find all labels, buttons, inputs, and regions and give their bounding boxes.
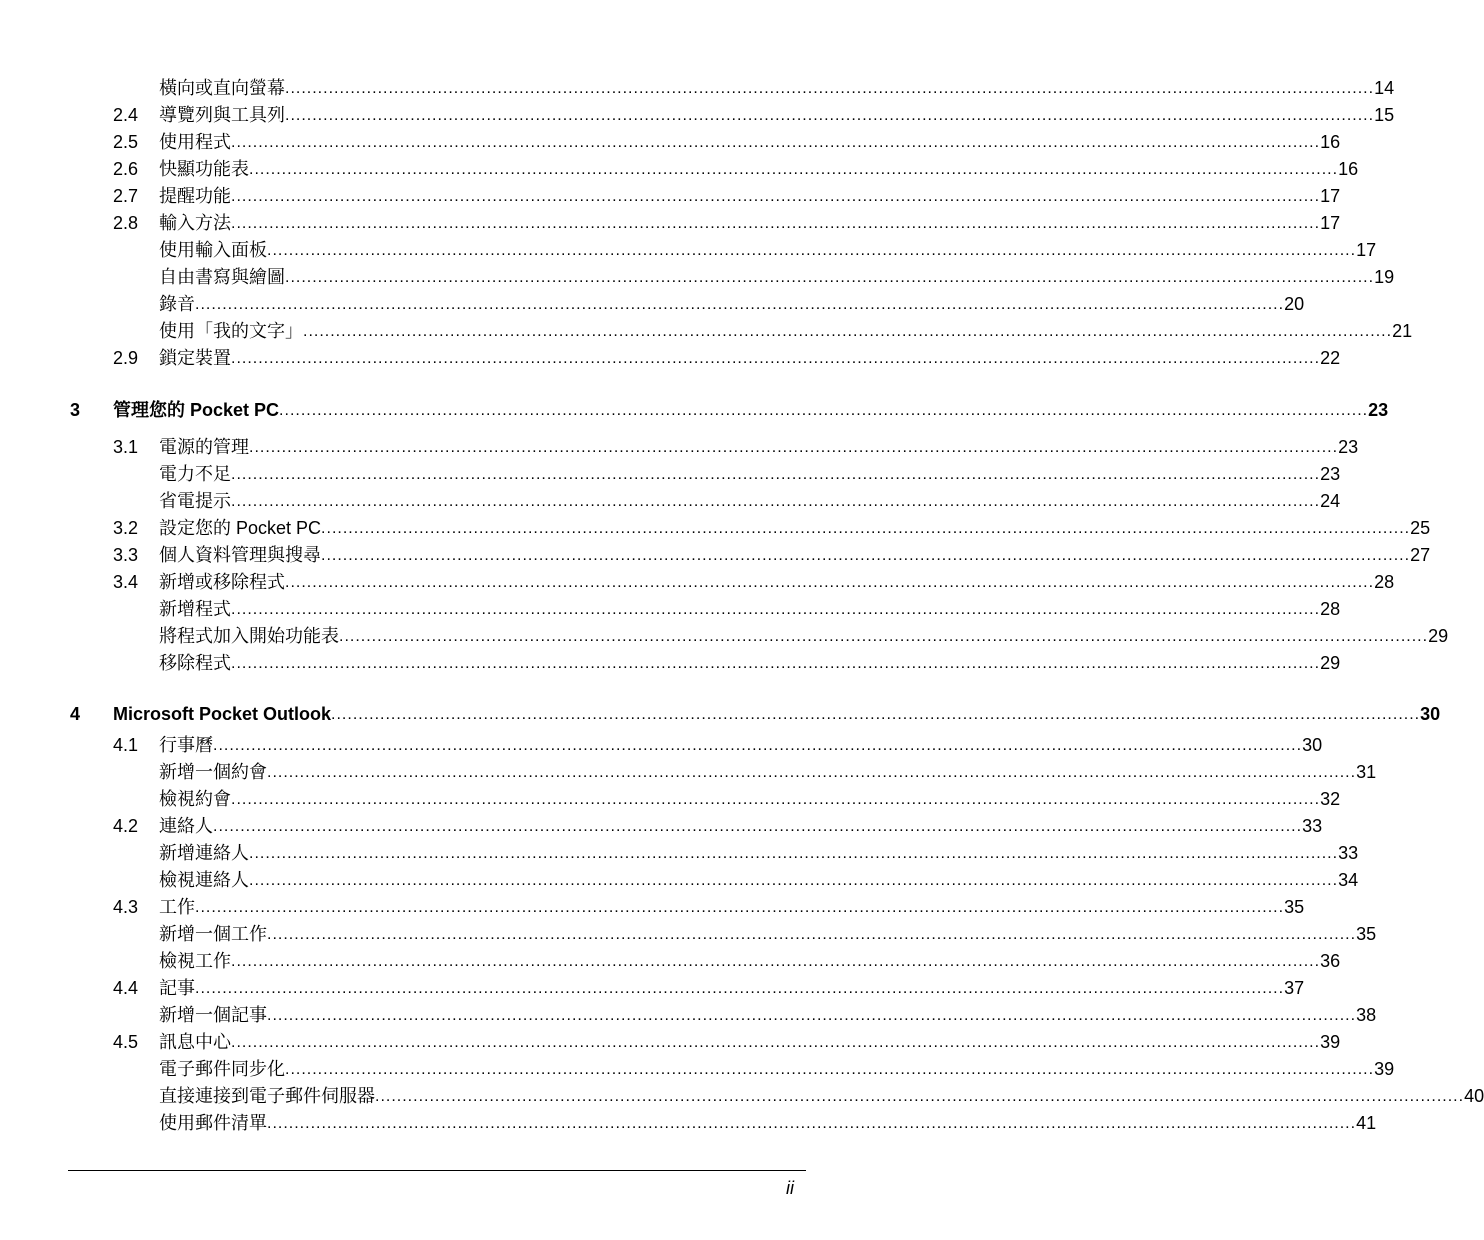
- section-title: 檢視連絡人: [159, 870, 249, 890]
- section-title: 連絡人: [159, 816, 213, 836]
- dot-leader: ........................................................................................................................................................................................................: [285, 1061, 1375, 1078]
- toc-entry[interactable]: [113, 569, 1395, 596]
- section-number: 3.2: [113, 518, 139, 538]
- section-title: 使用郵件清單: [159, 1113, 267, 1133]
- dot-leader: ........................................................................................................................................................................................................: [231, 134, 1321, 151]
- page-number: 23: [1368, 400, 1389, 420]
- section-number: 2.7: [113, 186, 139, 206]
- section-title: 自由書寫與繪圖: [159, 267, 285, 287]
- section-title: 訊息中心: [159, 1032, 231, 1052]
- dot-leader: ........................................................................................................................................................................................................: [249, 845, 1339, 862]
- toc-entry[interactable]: [113, 921, 1377, 948]
- toc-entry[interactable]: [113, 948, 1341, 975]
- page-number: 32: [1320, 789, 1341, 809]
- footer-rule: [68, 1170, 806, 1171]
- section-title: 錄音: [159, 294, 195, 314]
- toc-entry[interactable]: [113, 1083, 1484, 1110]
- toc-entry[interactable]: [113, 129, 1341, 156]
- toc-entry[interactable]: [113, 542, 1431, 569]
- dot-leader: ........................................................................................................................................................................................................: [195, 980, 1285, 997]
- toc-entry[interactable]: [113, 156, 1359, 183]
- page-number: 23: [1320, 464, 1341, 484]
- toc-entry[interactable]: [113, 1056, 1395, 1083]
- toc-entry[interactable]: [113, 434, 1359, 461]
- section-title: 省電提示: [159, 491, 231, 511]
- dot-leader: ........................................................................................................................................................................................................: [267, 242, 1357, 259]
- toc-entry[interactable]: [113, 1110, 1377, 1137]
- section-title: 新增一個工作: [159, 924, 267, 944]
- page-number: 41: [1356, 1113, 1377, 1133]
- dot-leader: ........................................................................................................................................................................................................: [267, 764, 1357, 781]
- dot-leader: ........................................................................................................................................................................................................: [231, 350, 1321, 367]
- page-number: 37: [1284, 978, 1305, 998]
- toc-entry[interactable]: [113, 894, 1305, 921]
- dot-leader: ........................................................................................................................................................................................................: [321, 547, 1411, 564]
- toc-entry[interactable]: [113, 237, 1377, 264]
- page-number: 24: [1320, 491, 1341, 511]
- page-number: 36: [1320, 951, 1341, 971]
- toc-entry[interactable]: [113, 75, 1395, 102]
- section-title: 新增連絡人: [159, 843, 249, 863]
- toc-entry[interactable]: [113, 732, 1323, 759]
- section-number: 2.8: [113, 213, 139, 233]
- section-title: 行事曆: [159, 735, 213, 755]
- page-number: 33: [1338, 843, 1359, 863]
- dot-leader: ........................................................................................................................................................................................................: [285, 80, 1375, 97]
- page-number: 21: [1392, 321, 1413, 341]
- dot-leader: ........................................................................................................................................................................................................: [279, 402, 1369, 419]
- footer-page-number: ii: [786, 1178, 794, 1198]
- section-title: 管理您的 Pocket PC: [113, 400, 280, 420]
- dot-leader: ........................................................................................................................................................................................................: [285, 574, 1375, 591]
- dot-leader: ........................................................................................................................................................................................................: [231, 953, 1321, 970]
- dot-leader: ........................................................................................................................................................................................................: [339, 628, 1429, 645]
- section-number: 3: [70, 400, 81, 420]
- dot-leader: ........................................................................................................................................................................................................: [231, 188, 1321, 205]
- dot-leader: ........................................................................................................................................................................................................: [231, 655, 1321, 672]
- page-number: 29: [1320, 653, 1341, 673]
- page-number: 27: [1410, 545, 1431, 565]
- dot-leader: ........................................................................................................................................................................................................: [213, 737, 1303, 754]
- dot-leader: ........................................................................................................................................................................................................: [213, 818, 1303, 835]
- section-title: 新增程式: [159, 599, 231, 619]
- toc-entry[interactable]: [113, 1029, 1341, 1056]
- dot-leader: ........................................................................................................................................................................................................: [285, 107, 1375, 124]
- page-number: 38: [1356, 1005, 1377, 1025]
- section-title: 使用「我的文字」: [159, 321, 303, 341]
- section-title: 直接連接到電子郵件伺服器: [159, 1086, 375, 1106]
- page-number: 35: [1284, 897, 1305, 917]
- dot-leader: ........................................................................................................................................................................................................: [285, 269, 1375, 286]
- dot-leader: ........................................................................................................................................................................................................: [267, 1007, 1357, 1024]
- section-title: 設定您的 Pocket PC: [159, 518, 322, 538]
- section-title: 電源的管理: [159, 437, 249, 457]
- section-number: 3.1: [113, 437, 139, 457]
- toc-entry[interactable]: [113, 461, 1341, 488]
- section-number: 4: [70, 704, 81, 724]
- section-title: 檢視工作: [159, 951, 231, 971]
- section-number: 4.2: [113, 816, 139, 836]
- page-number: 17: [1356, 240, 1377, 260]
- page-number: 16: [1320, 132, 1341, 152]
- dot-leader: ........................................................................................................................................................................................................: [231, 791, 1321, 808]
- section-number: 3.4: [113, 572, 139, 592]
- section-number: 3.3: [113, 545, 139, 565]
- page-number: 35: [1356, 924, 1377, 944]
- dot-leader: ........................................................................................................................................................................................................: [231, 1034, 1321, 1051]
- section-title: 記事: [159, 978, 195, 998]
- page-number: 20: [1284, 294, 1305, 314]
- dot-leader: ........................................................................................................................................................................................................: [267, 1115, 1357, 1132]
- page-number: 14: [1374, 78, 1395, 98]
- dot-leader: ........................................................................................................................................................................................................: [231, 601, 1321, 618]
- page-number: 30: [1302, 735, 1323, 755]
- page-number: 28: [1320, 599, 1341, 619]
- section-number: 2.5: [113, 132, 139, 152]
- dot-leader: ........................................................................................................................................................................................................: [249, 872, 1339, 889]
- toc-entry[interactable]: [113, 345, 1341, 372]
- page-number: 30: [1420, 704, 1441, 724]
- toc-entry[interactable]: [113, 488, 1341, 515]
- page-number: 28: [1374, 572, 1395, 592]
- page-number: 23: [1338, 437, 1359, 457]
- page-number: 19: [1374, 267, 1395, 287]
- toc-entry[interactable]: [113, 840, 1359, 867]
- page-number: 25: [1410, 518, 1431, 538]
- section-title: 提醒功能: [159, 186, 231, 206]
- section-number: 4.3: [113, 897, 139, 917]
- toc-entry[interactable]: [113, 102, 1395, 129]
- dot-leader: ........................................................................................................................................................................................................: [267, 926, 1357, 943]
- section-title: 新增一個記事: [159, 1005, 267, 1025]
- dot-leader: ........................................................................................................................................................................................................: [231, 493, 1321, 510]
- dot-leader: ........................................................................................................................................................................................................: [331, 706, 1421, 723]
- section-number: 2.6: [113, 159, 139, 179]
- toc-entry[interactable]: [113, 183, 1341, 210]
- toc-entry[interactable]: [113, 210, 1341, 237]
- section-title: 導覽列與工具列: [159, 105, 285, 125]
- toc-entry[interactable]: [113, 1002, 1377, 1029]
- page-number: 17: [1320, 186, 1341, 206]
- section-title: 橫向或直向螢幕: [159, 78, 285, 98]
- section-title: 新增或移除程式: [159, 572, 285, 592]
- toc-chapter-entry[interactable]: [70, 397, 1389, 424]
- page-number: 15: [1374, 105, 1395, 125]
- toc-entry[interactable]: [113, 596, 1341, 623]
- dot-leader: ........................................................................................................................................................................................................: [195, 296, 1285, 313]
- toc-entry[interactable]: [113, 813, 1323, 840]
- dot-leader: ........................................................................................................................................................................................................: [303, 323, 1393, 340]
- section-title: 使用輸入面板: [159, 240, 267, 260]
- section-title: 電子郵件同步化: [159, 1059, 285, 1079]
- page-number: 31: [1356, 762, 1377, 782]
- dot-leader: ........................................................................................................................................................................................................: [321, 520, 1411, 537]
- section-number: 4.1: [113, 735, 139, 755]
- toc-entry[interactable]: [113, 291, 1305, 318]
- section-title: 檢視約會: [159, 789, 231, 809]
- toc-entry[interactable]: [113, 975, 1305, 1002]
- dot-leader: ........................................................................................................................................................................................................: [195, 899, 1285, 916]
- section-title: 鎖定裝置: [159, 348, 231, 368]
- section-number: 2.9: [113, 348, 139, 368]
- section-title: 電力不足: [159, 464, 231, 484]
- dot-leader: ........................................................................................................................................................................................................: [231, 215, 1321, 232]
- page-number: 29: [1428, 626, 1449, 646]
- dot-leader: ........................................................................................................................................................................................................: [375, 1088, 1465, 1105]
- section-title: 使用程式: [159, 132, 231, 152]
- page-number: 40: [1464, 1086, 1484, 1106]
- page-number: 34: [1338, 870, 1359, 890]
- toc-entry[interactable]: [113, 264, 1395, 291]
- toc-entry[interactable]: [113, 623, 1449, 650]
- page-number: 39: [1374, 1059, 1395, 1079]
- toc-entry[interactable]: [113, 786, 1341, 813]
- section-number: 4.4: [113, 978, 139, 998]
- section-title: 快顯功能表: [159, 159, 249, 179]
- section-title: 輸入方法: [159, 213, 231, 233]
- section-title: 新增一個約會: [159, 762, 267, 782]
- dot-leader: ........................................................................................................................................................................................................: [231, 466, 1321, 483]
- page-number: 33: [1302, 816, 1323, 836]
- toc-entry[interactable]: [113, 650, 1341, 677]
- page-number: 39: [1320, 1032, 1341, 1052]
- section-number: 2.4: [113, 105, 139, 125]
- section-title: Microsoft Pocket Outlook: [113, 704, 332, 724]
- toc-chapter-entry[interactable]: [70, 701, 1441, 728]
- page-number: 16: [1338, 159, 1359, 179]
- toc-entry[interactable]: [113, 867, 1359, 894]
- section-number: 4.5: [113, 1032, 139, 1052]
- section-title: 工作: [159, 897, 195, 917]
- toc-entry[interactable]: [113, 515, 1431, 542]
- section-title: 將程式加入開始功能表: [159, 626, 339, 646]
- section-title: 移除程式: [159, 653, 231, 673]
- page-number: 17: [1320, 213, 1341, 233]
- dot-leader: ........................................................................................................................................................................................................: [249, 161, 1339, 178]
- dot-leader: ........................................................................................................................................................................................................: [249, 439, 1339, 456]
- toc-entry[interactable]: [113, 318, 1413, 345]
- page-number: 22: [1320, 348, 1341, 368]
- toc-entry[interactable]: [113, 759, 1377, 786]
- section-title: 個人資料管理與搜尋: [159, 545, 321, 565]
